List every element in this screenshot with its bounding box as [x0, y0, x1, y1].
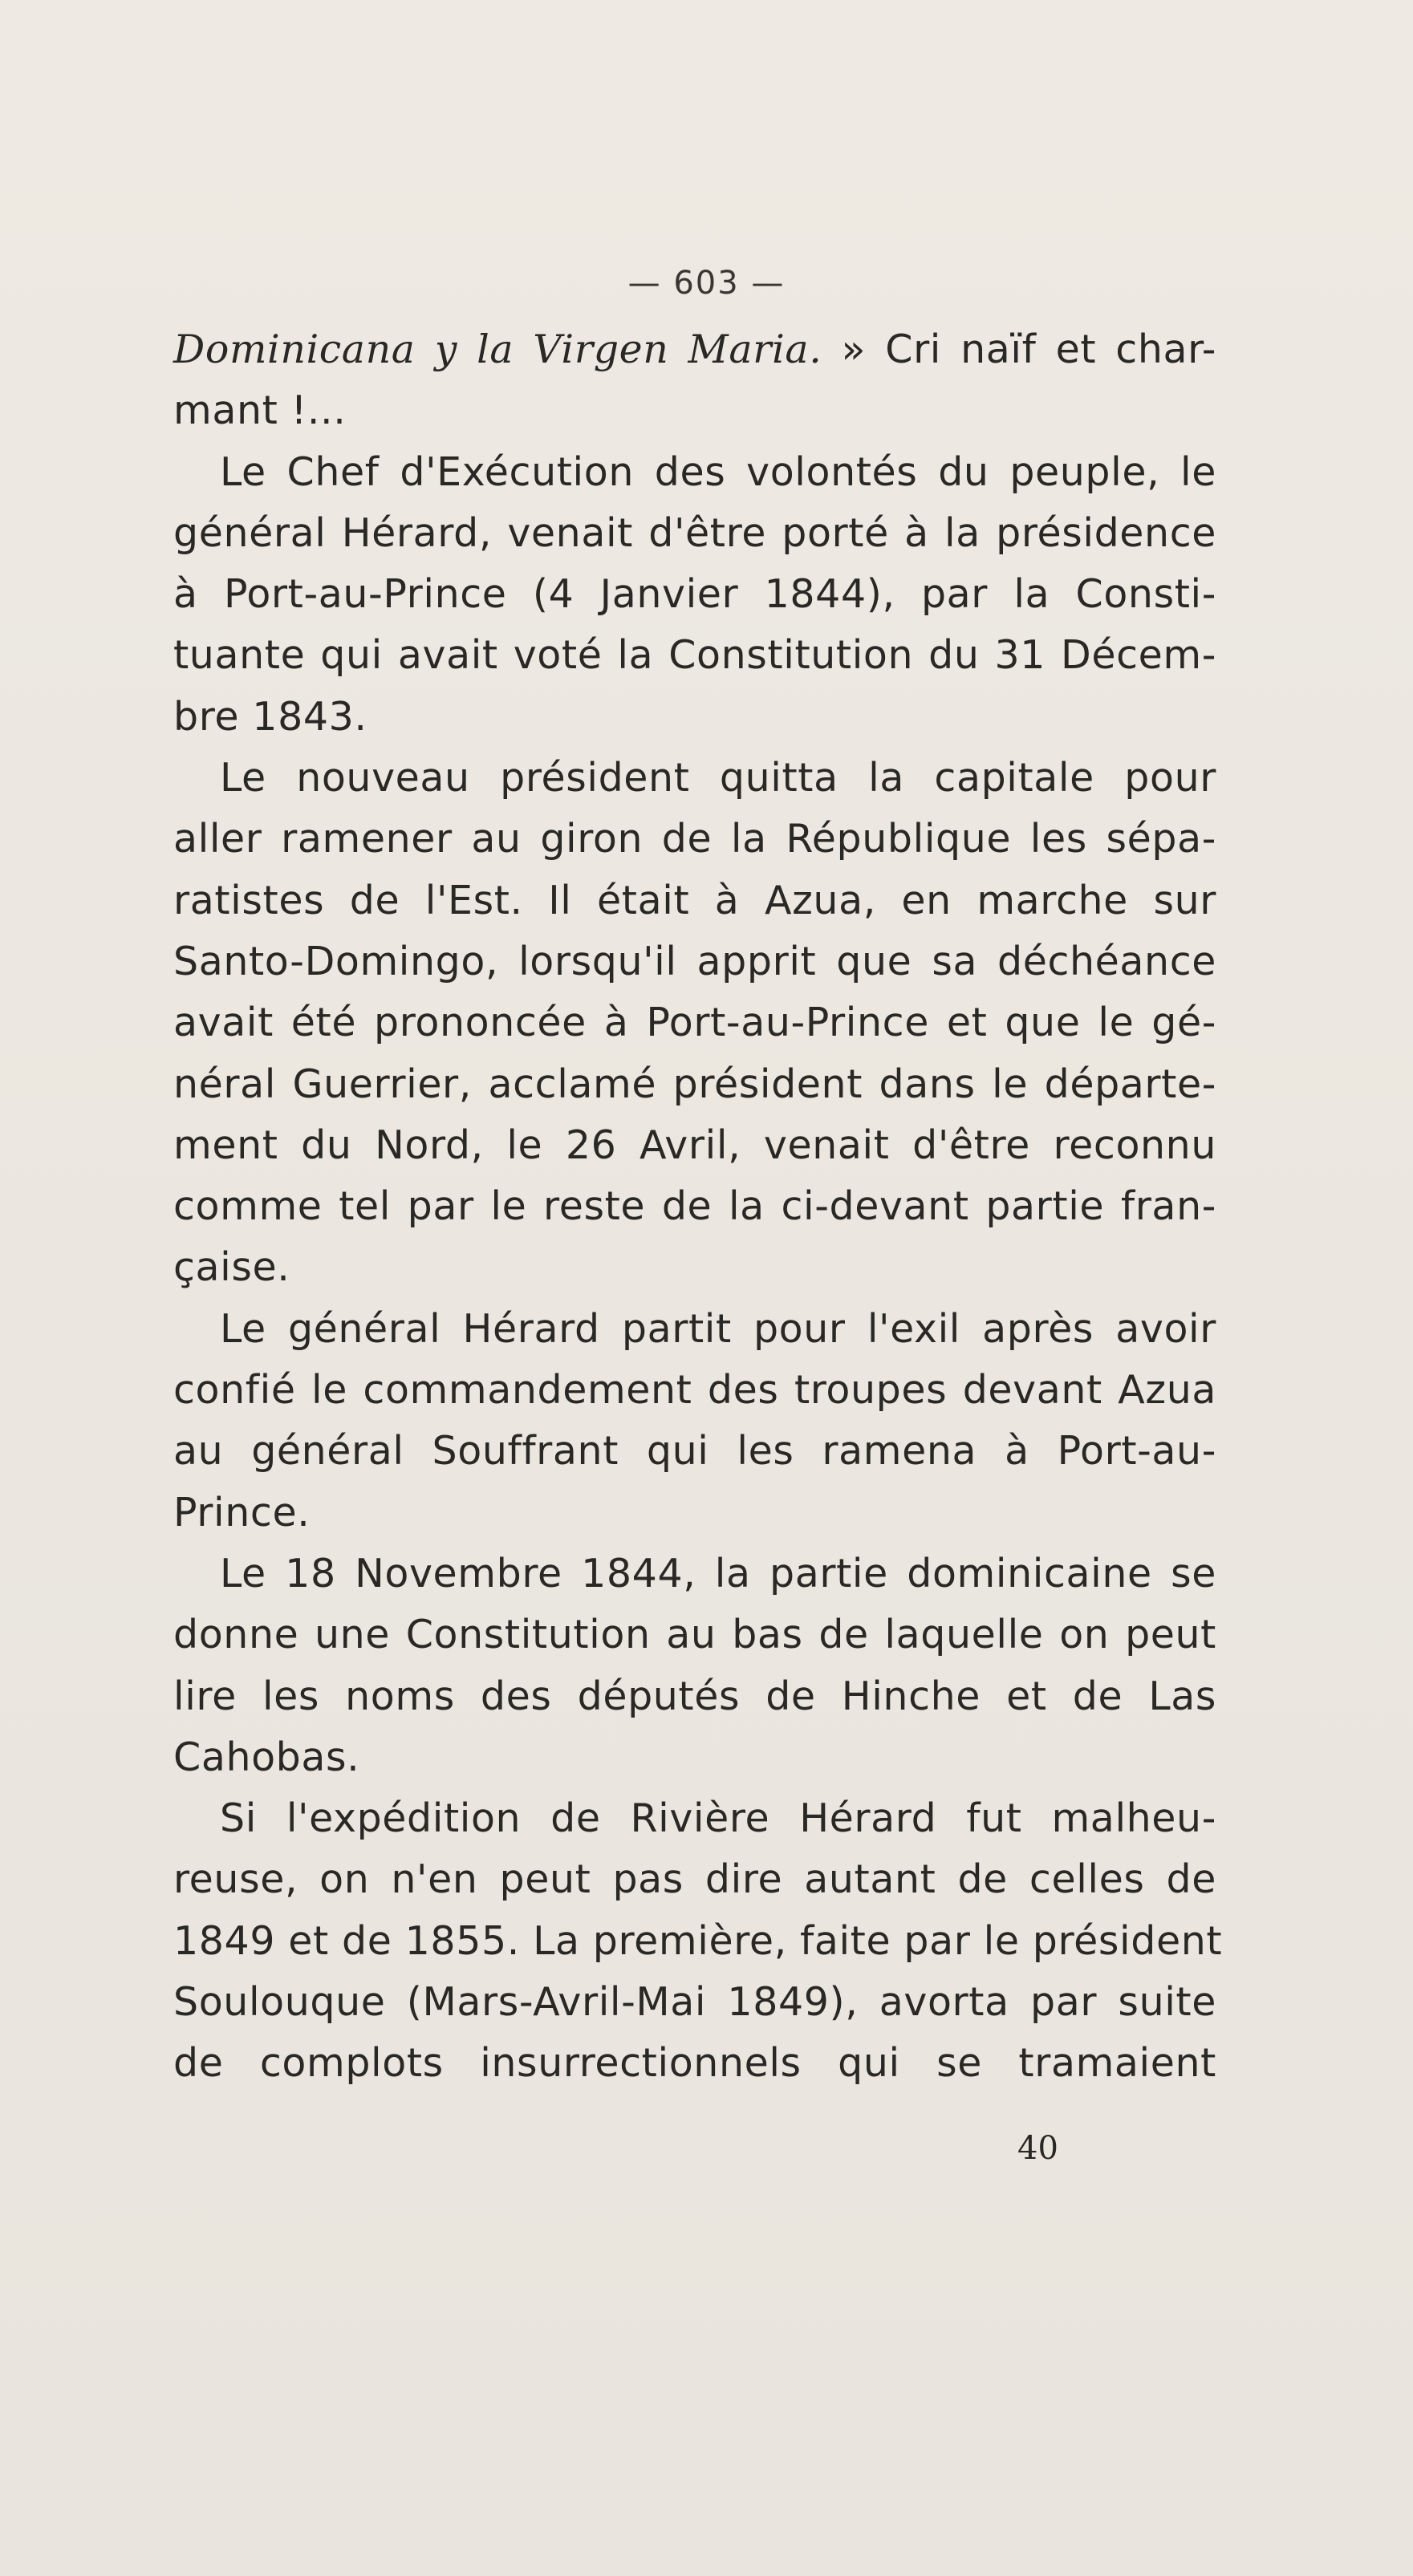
paragraph-start: Le nouveau président quitta la capitale pour: [220, 755, 1216, 801]
text-line: çaise.: [173, 1244, 290, 1291]
body-text: [173, 319, 1223, 2095]
paragraph-start: Le 18 Novembre 1844, la partie dominicaine se: [220, 1550, 1216, 1596]
paragraph-start: Le Chef d'Exécution des volontés du peuple, le: [220, 448, 1216, 495]
text-line: aller ramener au giron de la République les sépa-: [173, 816, 1216, 862]
text-line: comme tel par le reste de la ci-devant partie fran-: [173, 1183, 1216, 1230]
text-line: Cahobas.: [173, 1734, 360, 1780]
page-number: — 603 —: [627, 265, 786, 302]
text-line-rest: » Cri naïf et char-: [822, 327, 1216, 372]
text-line: Santo-Domingo, lorsqu'il apprit que sa déchéance: [173, 938, 1216, 984]
text-line: 1849 et de 1855. La première, faite par le président: [173, 1917, 1223, 1964]
text-line: de complots insurrectionnels qui se tramaient: [173, 2040, 1216, 2087]
spanish-quote: Dominicana y la Virgen Maria.: [173, 327, 822, 372]
text-line: lire les noms des députés de Hinche et de Las: [173, 1673, 1216, 1719]
text-line: à Port-au-Prince (4 Janvier 1844), par la Consti-: [173, 571, 1216, 618]
text-line: reuse, on n'en peut pas dire autant de celles de: [173, 1856, 1216, 1903]
text-line: donne une Constitution au bas de laquelle on peut: [173, 1612, 1216, 1658]
text-line: bre 1843.: [173, 693, 367, 740]
text-line: Prince.: [173, 1489, 311, 1535]
text-line: avait été prononcée à Port-au-Prince et que le gé-: [173, 1000, 1216, 1046]
text-line: tuante qui avait voté la Constitution du 31 Décem-: [173, 632, 1216, 679]
signature-mark: 40: [1017, 2130, 1058, 2167]
text-line: ratistes de l'Est. Il était à Azua, en marche sur: [173, 877, 1216, 923]
text-line: [173, 319, 1216, 380]
text-line: Soulouque (Mars-Avril-Mai 1849), avorta par suite: [173, 1979, 1216, 2026]
text-line: ment du Nord, le 26 Avril, venait d'être reconnu: [173, 1122, 1216, 1168]
text-line: au général Souffrant qui les ramena à Port-au-: [173, 1428, 1216, 1475]
paragraph-start: Si l'expédition de Rivière Hérard fut malheu-: [220, 1795, 1216, 1842]
paragraph-start: Le général Hérard partit pour l'exil après avoir: [220, 1305, 1216, 1352]
text-line: général Hérard, venait d'être porté à la présidence: [173, 509, 1216, 556]
text-line: néral Guerrier, acclamé président dans le départe-: [173, 1061, 1216, 1107]
text-line: confié le commandement des troupes devant Azua: [173, 1367, 1216, 1414]
text-line: mant !...: [173, 387, 347, 434]
